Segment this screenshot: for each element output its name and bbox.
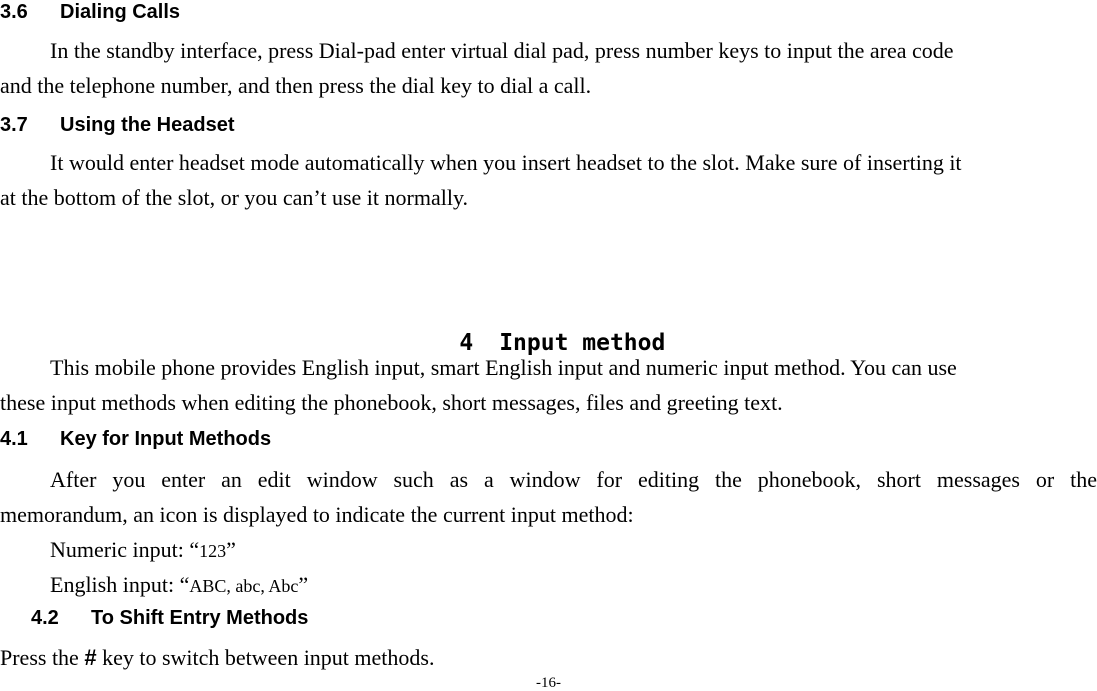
section-title: Key for Input Methods <box>60 428 272 450</box>
page-number: -16- <box>536 675 561 691</box>
numeric-input-value: 123 <box>199 541 227 561</box>
paragraph-line: these input methods when editing the phonebook, short messages, files and greeting text. <box>0 390 783 415</box>
text-fragment: key to switch between input methods. <box>96 645 435 670</box>
english-input-line <box>0 567 1097 602</box>
paragraph-line: at the bottom of the slot, or you can’t use it normally. <box>0 185 469 210</box>
close-quote: ” <box>298 572 309 597</box>
paragraph-dialing <box>0 33 1097 103</box>
paragraph-line: memorandum, an icon is displayed to indicate the current input method: <box>0 502 634 527</box>
section-title: Dialing Calls <box>60 1 181 23</box>
paragraph-headset <box>0 145 1097 215</box>
chapter-title: Input method <box>499 330 666 356</box>
section-number: 3.7 <box>0 114 28 136</box>
open-quote: “ <box>189 537 200 562</box>
text-fragment: Press the <box>0 645 85 670</box>
paragraph-key-methods <box>0 462 1097 602</box>
section-heading-3-6 <box>0 0 180 24</box>
close-quote: ” <box>226 537 236 562</box>
section-number: 3.6 <box>0 1 28 23</box>
hash-key-label: # <box>84 645 97 670</box>
numeric-input-line <box>0 532 1097 567</box>
english-input-value: ABC, abc, Abc <box>189 576 299 596</box>
open-quote: “ <box>179 572 190 597</box>
chapter-heading <box>0 298 1097 358</box>
section-title: Using the Headset <box>60 114 235 136</box>
section-number: 4.2 <box>31 607 59 629</box>
section-heading-4-1 <box>0 427 271 451</box>
section-heading-3-7 <box>0 113 234 137</box>
chapter-number: 4 <box>459 330 474 356</box>
section-number: 4.1 <box>0 428 28 450</box>
paragraph-line: It would enter headset mode automatically when you insert headset to the slot. Make sure of inserting it <box>50 150 962 175</box>
section-title: To Shift Entry Methods <box>91 607 309 629</box>
paragraph-shift-entry <box>0 640 1097 675</box>
paragraph-input-intro <box>0 350 1097 420</box>
paragraph-line: After you enter an edit window such as a window for editing the phonebook, short messages or the <box>50 467 1097 492</box>
paragraph-line: In the standby interface, press Dial-pad enter virtual dial pad, press number keys to input the area code <box>50 38 954 63</box>
english-input-label: English input: <box>50 572 175 597</box>
paragraph-line: This mobile phone provides English input, smart English input and numeric input method. You can use <box>50 355 957 380</box>
numeric-input-label: Numeric input: <box>50 537 184 562</box>
paragraph-line <box>0 640 1097 675</box>
section-heading-4-2 <box>31 606 308 630</box>
paragraph-line: and the telephone number, and then press the dial key to dial a call. <box>0 73 592 98</box>
